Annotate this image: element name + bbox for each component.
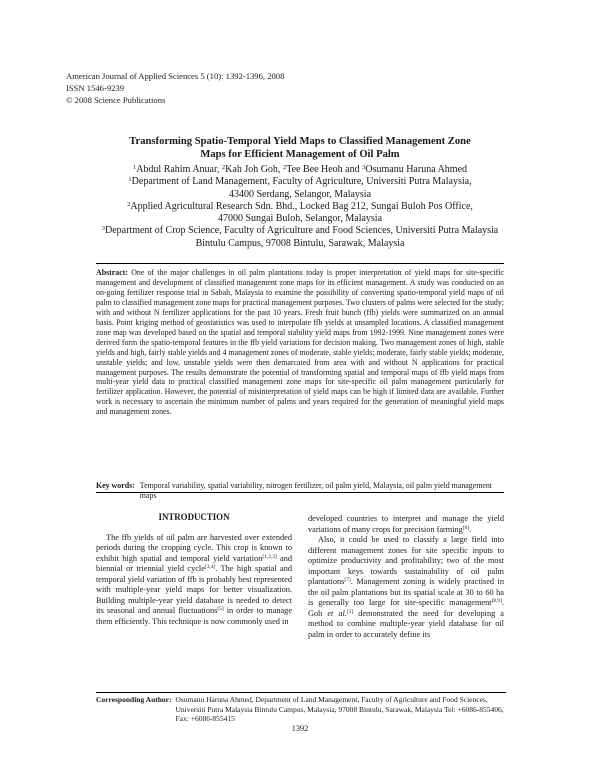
citation-ref: [3] [346,608,354,615]
author-name: Osumanu Haruna Ahmed [365,164,468,175]
affiliation-text: Department of Crop Science, Faculty of Agriculture and Food Sciences, Universiti Putra Malaysia [105,225,499,237]
right-column [308,514,504,640]
affiliation-2-address: 47000 Sungai Buloh, Selangor, Malaysia [217,213,383,225]
keywords-text: Temporal variability, spatial variability, nitrogen fertilizer, oil palm yield, Malaysia, oil palm yield management maps [139,481,492,500]
journal-copyright: © 2008 Science Publications [66,95,166,105]
et-al: et al. [327,608,347,618]
author-affil-marker: 1 [132,164,137,171]
citation-ref: [8,9] [491,598,502,604]
affiliation-3-address: Bintulu Campus, 97008 Bintulu, Sarawak, Malaysia [195,237,405,249]
intro-paragraph: Also, it could be used to classify a large field into different management zones for site specific inputs to optimize productivity and profitability; two of the most important keys towards sustainability of oil palm plantations[7]. Management zoning is widely practised in the oil palm plantations but its spatial scale at 30 to 60 ha is generally too large for site-specific management[8,9]. Goh et al.[3] demonstrated the need for developing a method to combine multiple-year yield database for oil palm in order to accurately define its [308,535,504,639]
paper-title [80,135,520,161]
citation-ref: [1,2,3] [262,553,277,560]
affiliation-text: Department of Land Management, Faculty of Agriculture, Universiti Putra Malaysia, [131,176,472,188]
citation-ref: [3,4] [204,564,216,570]
introduction-heading: INTRODUCTION [158,512,230,522]
abstract-paragraph [96,268,504,417]
affil-marker: 1 [128,176,132,184]
corresponding-author-text: Osumanu Haruna Ahmed, Department of Land Management, Faculty of Agriculture and Food Sciences, Universiti Putra Malaysia Bintulu Campus, Malaysia, 97008 Bintulu, Sarawak, Malaysia Tel: +6086-855406, Fax: +6086-855415 [175,695,504,723]
journal-citation: American Journal of Applied Sciences 5 (10): 1392-1396, 2008 [66,71,285,81]
corresponding-author [96,692,506,724]
author-affil-marker: 2 [221,164,226,171]
author-list [60,164,540,176]
affiliation-1-address: 43400 Serdang, Selangor, Malaysia [228,188,372,200]
intro-paragraph-continued: developed countries to interpret and manage the yield variations of many crops for precision farming[6]. [308,514,504,534]
left-column [96,512,292,627]
affiliation-2 [60,201,540,213]
abstract-label: Abstract: [96,268,128,277]
affiliation-1 [60,176,540,188]
affil-marker: 2 [127,200,131,208]
affiliation-text: Applied Agricultural Research Sdn. Bhd., Locked Bag 212, Sungai Buloh Pos Office, [130,200,473,212]
citation-ref: [7] [344,577,351,583]
abstract-text: One of the major challenges in oil palm plantations today is proper interpretation of yield maps for site-specific management and development of classified management zone maps for its efficient management. A study was conducted on an on-going fertilizer response trial in Sabah, Malaysia to examine the possibility of converting spatio-temporal yield maps of oil palm to classified management zone maps for practical management purposes. Two clusters of palms were selected for the study; with and without N fertilizer applications for the past 10 years. Fresh fruit bunch (ffb) yields were summarized on an annual basis. Point kriging method of geostatistics was used to interpolate ffb yields at unsampled locations. A classified management zone map was developed based on the spatial and temporal stability yield maps from 1992-1999. Nine management zones were derived form the spatio-temporal features in the ffb yield variations for decision making. Two management zones of high, stable yields and high, fairly stable yields and 4 management zones of moderate, stable yields; moderate, fairly stable yields; moderate, unstable yields; and low, unstable yields were then demarcated from area with and without N applications for practical management purposes. The results demonstrate the potential of transforming spatial and temporal maps of ffb yield maps from multi-year yield data to practical classified management zone maps for site-specific oil palm management particularly for fertilizer application. However, the potential of misinterpretation of yield maps can be high if limited data are available. Further work is necessary to ascertain the minimum number of palms and years required for the generation of meaningful yield maps and management zones. [96,268,504,417]
intro-paragraph: The ffb yields of oil palm are harvested over extended periods during the cropping cycle. This crop is known to exhibit high spatial and temporal yield variation[1,2,3] and biennial or triennial yield cycle[3,4]. The high spatial and temporal yield variation of ffb is probably best represented with multiple-year yield maps for better visualization. Building multiple-year yield database is needed to detect its seasonal and annual fluctuations[5] in order to manage them efficiently. This technique is now commonly used in [96,532,292,626]
abstract-section [96,263,504,493]
author-affil-marker: 3 [362,164,366,171]
paper-title-line2: Maps for Efficient Management of Oil Palm [200,149,400,160]
author-name: Kah Joh Goh, [225,164,283,175]
keywords-label: Key words: [96,481,135,490]
author-name: Tee Bee Heoh and [286,164,363,175]
affil-marker: 3 [101,225,105,233]
keywords-section [96,481,504,501]
author-block [60,164,540,250]
journal-header [66,70,284,106]
corresponding-author-label: Corresponding Author: [96,695,172,704]
page-number: 1392 [291,724,309,733]
journal-issn: ISSN 1546-9239 [66,83,125,93]
paper-title-line1: Transforming Spatio-Temporal Yield Maps to Classified Management Zone [129,136,471,147]
author-affil-marker: 2 [282,164,287,171]
affiliation-3 [60,225,540,237]
author-name: Abdul Rahim Anuar, [136,164,222,175]
citation-ref: [5] [217,606,224,612]
citation-ref: [6] [462,524,470,531]
